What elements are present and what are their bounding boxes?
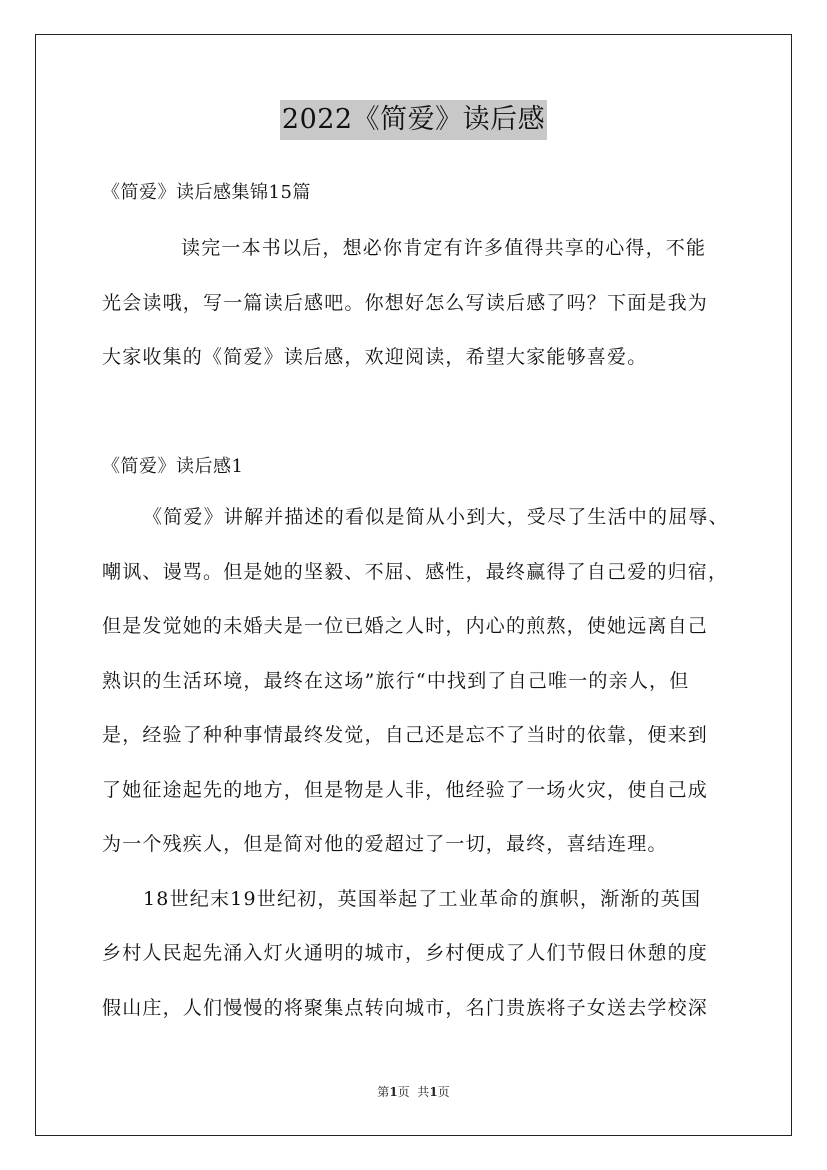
document-title: 2022《简爱》读后感 [280,100,547,140]
paragraph-line: 了她征途起先的地方，但是物是人非，他经验了一场火灾，使自己成 [102,779,709,801]
paragraph-line: 假山庄，人们慢慢的将聚集点转向城市，名门贵族将子女送去学校深 [102,997,709,1019]
intro-line: 大家收集的《简爱》读后感，欢迎阅读，希望大家能够喜爱。 [102,346,648,368]
section-heading: 《简爱》读后感1 [102,456,244,477]
footer-suffix: 页 [437,1085,450,1099]
title-container [0,100,827,140]
document-subtitle: 《简爱》读后感集锦15篇 [102,182,311,203]
paragraph-line: 嘲讽、谩骂。但是她的坚毅、不屈、感性，最终赢得了自己爱的归宿， [102,561,729,583]
paragraph-line: 18世纪末19世纪初，英国举起了工业革命的旗帜，渐渐的英国 [143,888,702,910]
paragraph-line: 为一个残疾人，但是简对他的爱超过了一切，最终，喜结连理。 [102,833,668,855]
intro-line: 光会读哦，写一篇读后感吧。你想好怎么写读后感了吗？下面是我为 [102,292,709,314]
footer-total-pages: 1 [429,1085,438,1099]
paragraph-line: 乡村人民起先涌入灯火通明的城市，乡村便成了人们节假日休憩的度 [102,942,709,964]
footer-page-number: 1 [389,1085,398,1099]
paragraph-line: 是，经验了种种事情最终发觉，自己还是忘不了当时的依靠，便来到 [102,724,709,746]
paragraph-line: 熟识的生活环境，最终在这场”旅行“中找到了自己唯一的亲人，但 [102,670,690,692]
footer-mid: 页 共 [397,1085,430,1099]
intro-line: 读完一本书以后，想必你肯定有许多值得共享的心得，不能 [181,237,707,259]
paragraph-line: 《简爱》讲解并描述的看似是简从小到大，受尽了生活中的屈辱、 [143,506,729,528]
paragraph-line: 但是发觉她的未婚夫是一位已婚之人时，内心的煎熬，使她远离自己 [102,615,709,637]
page-footer [0,1084,827,1100]
footer-prefix: 第 [377,1085,390,1099]
